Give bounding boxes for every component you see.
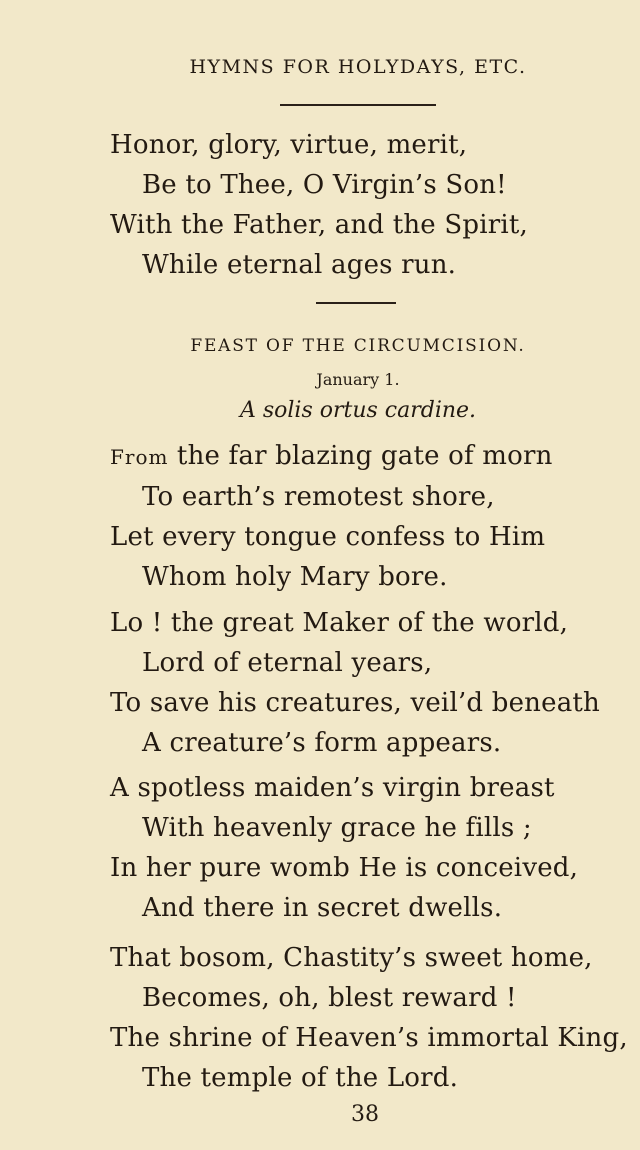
verse-line: To save his creatures, veil’d beneath [110, 688, 600, 718]
verse-line: The temple of the Lord. [142, 1063, 459, 1093]
verse-line: And there in secret dwells. [142, 893, 503, 923]
verse-line: While eternal ages run. [142, 250, 457, 280]
head-rule [280, 104, 436, 106]
verse-line: In her pure womb He is conceived, [110, 853, 579, 883]
first-line-rest: the far blazing gate of morn [168, 441, 553, 471]
small-caps-initial: From [110, 445, 169, 469]
verse-line: A creature’s form appears. [142, 728, 502, 758]
stanza-four [110, 938, 628, 1098]
verse-line: To earth’s remotest shore, [142, 482, 495, 512]
stanza-three [110, 768, 578, 928]
section-rule [316, 302, 396, 304]
stanza-doxology [110, 125, 528, 285]
running-head: HYMNS FOR HOLYDAYS, ETC. [189, 56, 527, 78]
hymn-date: January 1. [316, 370, 400, 389]
verse-line: Whom holy Mary bore. [142, 562, 448, 592]
verse-line: Lo ! the great Maker of the world, [110, 608, 569, 638]
verse-line: That bosom, Chastity’s sweet home, [110, 943, 593, 973]
verse-line: With the Father, and the Spirit, [110, 210, 528, 240]
verse-line: The shrine of Heaven’s immortal King, [110, 1023, 628, 1053]
verse-line: Lord of eternal years, [142, 648, 433, 678]
stanza-one [110, 436, 553, 597]
verse-line-first [110, 436, 553, 477]
verse-line: Be to Thee, O Virgin’s Son! [142, 170, 507, 200]
stanza-two [110, 603, 600, 763]
verse-line: A spotless maiden’s virgin breast [110, 773, 555, 803]
page-number: 38 [351, 1102, 379, 1127]
verse-line: Becomes, oh, blest reward ! [142, 983, 517, 1013]
hymn-title: FEAST OF THE CIRCUMCISION. [190, 336, 526, 356]
verse-line: Honor, glory, virtue, merit, [110, 130, 468, 160]
verse-line: Let every tongue confess to Him [110, 522, 546, 552]
verse-line: With heavenly grace he fills ; [142, 813, 532, 843]
latin-incipit: A solis ortus cardine. [239, 398, 477, 423]
